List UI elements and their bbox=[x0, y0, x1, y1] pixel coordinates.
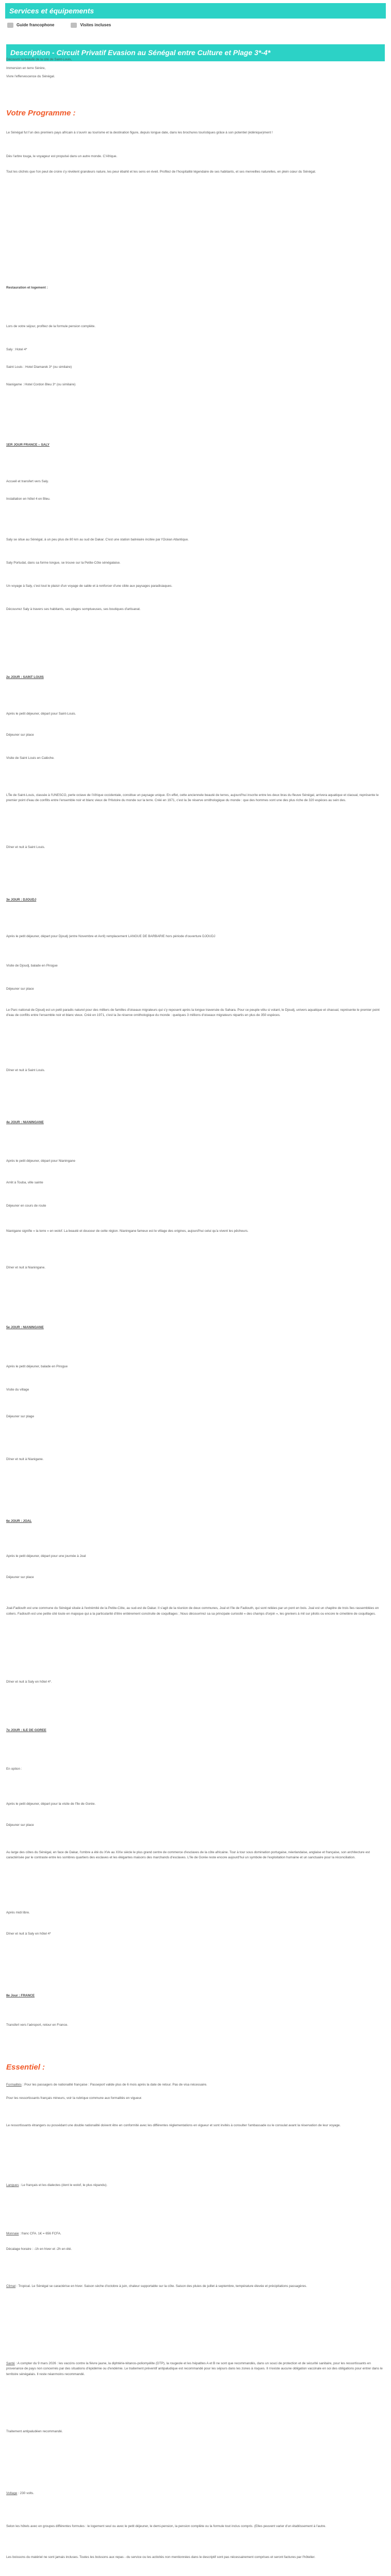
day-text: Après le petit déjeuner, balade en Pirogue bbox=[6, 1364, 68, 1368]
day-text: Dîner et nuit à Saint Louis. bbox=[6, 845, 45, 850]
day-text: Saly Portudal, dans sa forme longue, se trouve sur la Petite-Côte sénégalaise. bbox=[6, 561, 121, 565]
day-text: Saly se situe au Sénégal, à un peu plus de 80 km au sud de Dakar. C'est une station balnéaire incitée par l'Océan Atlantique. bbox=[6, 537, 189, 541]
day-text: Déjeuner sur place bbox=[6, 1575, 34, 1580]
day-text: Visite du village bbox=[6, 1387, 29, 1392]
programme-text: Tout les clichés que l'on peut de croire s'y révèlent grandeurs nature, les peur ébahit et les sens en éveil. Profitez de l'hospitalité légendaire de ses habitants, et ses merveilles naturelles, en plein cœur du Sénégal. bbox=[6, 170, 316, 174]
day-paragraph: Joal-Fadiouth est une commune du Sénégal située à l'extrémité de la Petite-Côte, au sud-est de Dakar. Il s'agit de la réunion de deux communes, Joal et l'île de Fadiouth, qui sont reliées par un pont en bois. Joal est un chapitre de trois îles rassemblées en coliers. Fadiouth est une petite cité toute en majoque qui a la particularité d'être entièrement construite de coquillages ; Nous découvrirez sa sa principale curiosité « des champs d'orpin », les greniers à mil sur pilotis ou encore le cimetière de coquillages. bbox=[6, 1606, 379, 1616]
day-text: Dîner et nuit à Saint Louis. bbox=[6, 1068, 45, 1072]
restauration-line: Lors de votre séjour, profitez de la formule pension complète. bbox=[6, 325, 95, 329]
day-text: Arrêt à Touba, ville sainte bbox=[6, 1180, 43, 1184]
day-text: Visite de Djoudj, balade en Pirogue bbox=[6, 963, 58, 968]
day-paragraph: Le Parc national de Djoudj est un petit paradis naturel pour des milliers de familles d'oiseaux migrateurs qui s'y reposent après la longue traversée du Sahara. Pour ce peuple vêtu si volant, le Djoudj, univers aquatique et chaoual, représente le premier point d'eau de conflits entre l'ensemble noir et blanc vieux. Créé en 1971, c'est la 3e réserve ornithologique du monde : quelques 3 millions d'oiseaux migrateurs répartis en plus de 350 espèces. bbox=[6, 1008, 380, 1018]
day-text: Nianigane signifie « la terre » en wolof. La beauté et douceur de cette région. Nianingane fameux est le village des origines, aujourd'hui celui qu'a vivent les pêcheurs. bbox=[6, 1229, 249, 1233]
essentiel-item: Formalités : Pour les passagers de nationalité française : Passeport valide plus de 6 mois après la date de retour. Pas de visa nécessaire. bbox=[6, 2083, 207, 2087]
essentiel-title: Essentiel : bbox=[6, 2062, 45, 2072]
day-title: 1ER JOUR FRANCE – SALY bbox=[6, 443, 50, 447]
day-text: En option : bbox=[6, 1767, 22, 1771]
essentiel-label: Climat bbox=[6, 2284, 16, 2288]
guide-info bbox=[7, 22, 54, 29]
day-text: Un voyage à Saly, c'est tout le plaisir d'un voyage de sable et à renforcer d'une cible aux paysages paradisiaques. bbox=[6, 584, 173, 588]
day-text: Dîner et nuit à Saly en hôtel 4* bbox=[6, 1931, 51, 1936]
programme-text: Le Sénégal fut l'un des premiers pays africain à s'ouvrir au tourisme et la destination figure, depuis longue date, dans les brochures touristiques grâce à son potentiel (édénique)ment ! bbox=[6, 131, 273, 135]
day-text: Accueil et transfert vers Saly. bbox=[6, 479, 49, 483]
day-title: 7e JOUR : ILE DE GOREE bbox=[6, 1728, 46, 1733]
day-text: Déjeuner sur place bbox=[6, 987, 34, 991]
description-title: Description - Circuit Privatif Evasion au Sénégal entre Culture et Plage 3*-4* bbox=[10, 48, 271, 57]
day-title: 5e JOUR : NIANINGANE bbox=[6, 1326, 44, 1330]
essentiel-item: Décalage horaire : -1h en hiver et -2h en été. bbox=[6, 2247, 72, 2251]
essentiel-item: Le ressortissants étrangers ou possédant une double nationalité doivent être en conformité avec les différentes réglementations en vigueur et sont invités à consulter l'ambassade ou le consulat avant la réservation de leur voyage. bbox=[6, 2123, 341, 2127]
day-text: Après le petit déjeuner, départ pour la visite de l'île de Gorée. bbox=[6, 1802, 96, 1806]
day-text: Installation en hôtel 4 en Bleu. bbox=[6, 497, 51, 501]
note-text: Selon les hôtels avec en groupes différentes formules : le logement seul ou avec le petit déjeuner, le demi-pension, la pension complète ou la formule tout inclus compris. (Elles peuvent varier d'un établissement à l'autre. bbox=[6, 2524, 327, 2528]
meta-row bbox=[6, 19, 385, 32]
day-paragraph: Au large des côtes du Sénégal, en face de Dakar, l'ombre a été du XVe au XIXe siècle le plus grand centre de commerce d'esclaves de la côte africaine. Tour à tour sous domination portugaise, néerlandaise, anglaise et française, son architecture est caractérisée par le contraste entre les sombres quartiers des esclaves et les élégantes maisons des marchands d'esclaves. L'île de Gorée reste encore aujourd'hui un symbole de l'exploitation humaine et un sanctuaire pour la réconciliation. bbox=[6, 1850, 370, 1860]
visits-label: Visites incluses bbox=[80, 22, 111, 27]
day-text: Déjeuner sur place bbox=[6, 733, 34, 737]
guide-icon bbox=[7, 23, 13, 28]
day-title: 4e JOUR : NIANINGANE bbox=[6, 1121, 44, 1125]
intro-line: Vivre l'effervescence du Sénégal. bbox=[6, 75, 55, 79]
essentiel-item: Monnaie : franc CFA. 1€ = 656 FCFA. bbox=[6, 2232, 61, 2236]
guide-label: Guide francophone bbox=[17, 22, 55, 27]
day-text: Découvrez Saly à travers ses habitants, ses plages somptueuses, ses boutiques d'artisanat. bbox=[6, 607, 141, 612]
restauration-title: Restauration et logement : bbox=[6, 286, 48, 290]
day-text: Après le petit déjeuner, départ pour Saint-Louis. bbox=[6, 711, 76, 716]
day-text: Déjeuner en cours de route bbox=[6, 1204, 46, 1208]
essentiel-label: Formalités bbox=[6, 2083, 22, 2087]
day-paragraph: L'Île de Saint-Louis, classée à l'UNESCO, perle octave de l'Afrique occidentale, constitue un paysage unique. En effet, cette anciennele beauté de terres, aujourd'hui inscrite entre les deux bras du fleuve Sénégal, arrivera aquatique et claoual, représente le premier point d'eau de conflits entre l'ensemble noir et blanc vieux de l'Histoire du monde sur la terre. Créé en 1971, c'est la 3e réserve ornithologique du monde : que des hommes vont une des plus riche de 320 espèces au sein des. bbox=[6, 793, 379, 803]
day-text: Dîner et nuit à Saly en hôtel 4*. bbox=[6, 1680, 52, 1684]
restauration-line: Saint Louis : Hotel Diamarek 3* (ou similaire) bbox=[6, 365, 72, 369]
page bbox=[0, 0, 391, 64]
essentiel-item: Santé : A compter du 9 mars 2026 : les vaccins contre la fièvre jaune, la diphtérie-tétanos-poliomyélite (DTP), la rougeole et les hépatites A et B ne sont que recommandés, dans un souci de protection et de sécurité sanitaire, pour les ressortissants en provenance de pays non concernés par des situations d'épidémie ou d'endémie. Le traitement préventif antipaludique est recommandé pour les séjours dans les zones à risques. Il n'existe aucune obligation vaccinale en soi des obligations pour entrer dans le territoire sénégalais. Il reste néanmoins recommandé. bbox=[6, 2362, 383, 2376]
restauration-line: Saly : Hotel 4* bbox=[6, 348, 27, 352]
essentiel-item: Traitement antipaludéen recommandé. bbox=[6, 2429, 63, 2433]
day-text: Après le petit déjeuner, départ pour une journée à Joal bbox=[6, 1554, 86, 1558]
day-text: Dîner et nuit à Nianigane. bbox=[6, 1458, 44, 1462]
services-title: Services et équipements bbox=[9, 7, 94, 15]
day-text: Transfert vers l'aéroport, retour en France. bbox=[6, 2023, 68, 2027]
essentiel-item: Voltage : 230 volts. bbox=[6, 2492, 35, 2496]
day-text: Dîner et nuit à Nianingane. bbox=[6, 1265, 46, 1269]
essentiel-item: Langues : Le français et les dialectes (dont le wolof, le plus répandu). bbox=[6, 2183, 108, 2188]
services-header bbox=[5, 3, 386, 19]
essentiel-label: Voltage bbox=[6, 2492, 18, 2496]
note-text: Les boissons du matériel ne sont jamais incluses. Toutes les boissons aux repas - du service ou les activités non mentionnées dans le descriptif sont pas nécessairement comprises et seront factures par l'hôtelier. bbox=[6, 2555, 316, 2560]
day-text: Après le petit déjeuner, départ pour Djoudj (entre Novembre et Avril) remplacement LANGUE DE BARBARIE hors période d'ouverture DJOUDJ bbox=[6, 935, 216, 939]
programme-title: Votre Programme : bbox=[6, 109, 76, 118]
day-text: Visite de Saint Louis en Calèche. bbox=[6, 756, 55, 760]
essentiel-label: Langues bbox=[6, 2183, 19, 2188]
day-text: Déjeuner sur place bbox=[6, 1823, 34, 1827]
visits-icon bbox=[71, 23, 77, 28]
day-text: Après le petit déjeuner, départ pour Nianingane bbox=[6, 1159, 75, 1163]
day-text: Après midi libre. bbox=[6, 1910, 30, 1914]
restauration-line: Nianigame : Hotel Cordon Bleu 3* (ou similaire) bbox=[6, 383, 76, 387]
essentiel-label: Santé bbox=[6, 2362, 15, 2366]
day-text: Déjeuner sur plage bbox=[6, 1415, 34, 1419]
day-title: 8e Jour : FRANCE bbox=[6, 1994, 35, 1998]
programme-text: Dès l'arbre touga, le voyageur est propulsé dans un autre monde. C'Afrique. bbox=[6, 154, 118, 158]
essentiel-label: Monnaie bbox=[6, 2232, 19, 2236]
essentiel-item: Pour les ressortissants français mineurs, voir la rubrique commune aux formalités en vigueur. bbox=[6, 2096, 142, 2100]
day-title: 2e JOUR : SAINT LOUIS bbox=[6, 675, 44, 679]
intro-line: Découvrir la beauté de la cité de Saint-Louis, bbox=[6, 57, 72, 61]
day-title: 6e JOUR : JOAL bbox=[6, 1519, 32, 1523]
essentiel-item: Climat : Tropical. Le Sénégal se caractérise en hiver. Saison sèche d'octobre à juin, chaleur supportable sur la côte. Saison des pluies de juillet à septembre, température élevée et précipitations passagères. bbox=[6, 2284, 307, 2288]
intro-line: Immersion en terre Sérère, bbox=[6, 66, 46, 70]
visits-info bbox=[71, 22, 111, 29]
day-title: 3e JOUR : DJOUDJ bbox=[6, 897, 37, 902]
